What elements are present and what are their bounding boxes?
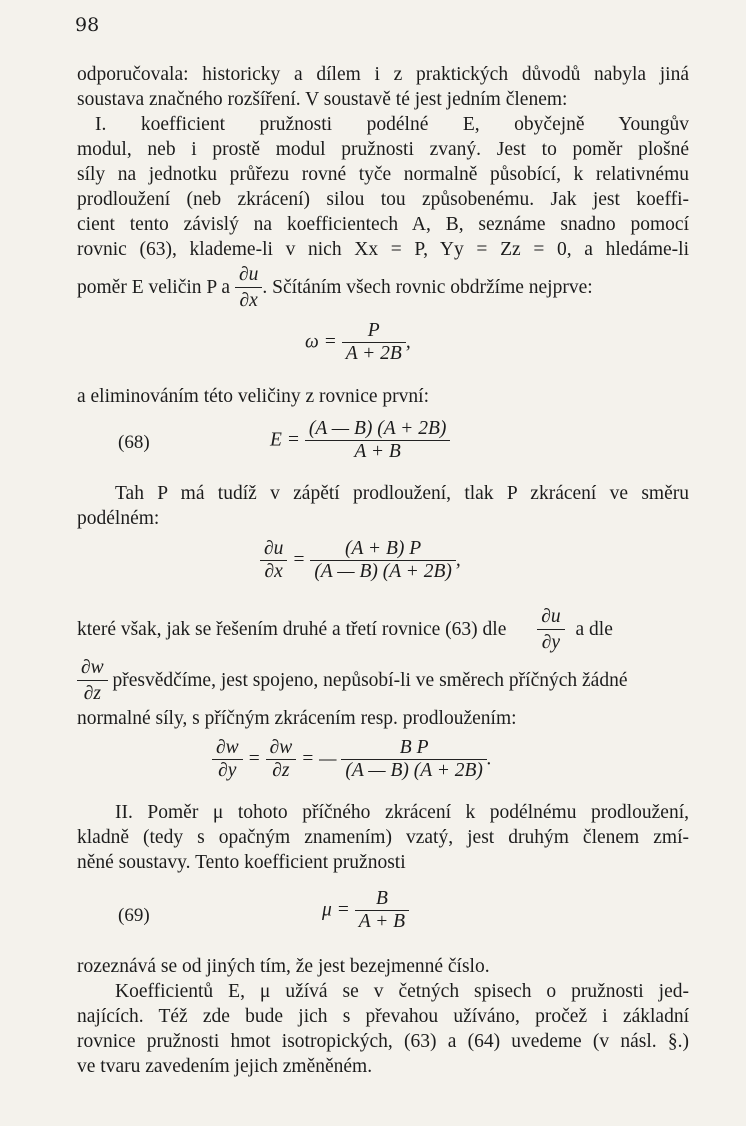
eq-punct: . [486, 748, 492, 770]
fraction-numerator: P [342, 320, 406, 343]
text-line: podélném: [77, 508, 160, 529]
eq-sign: = — [301, 748, 337, 770]
equation-68 [270, 418, 450, 463]
paragraph-final [77, 954, 689, 1079]
equation-69 [322, 888, 409, 933]
line-kterevsak [77, 604, 689, 654]
fraction-denominator: (A — B) (A + 2B) [314, 561, 452, 582]
omega-fraction [342, 320, 406, 365]
fraction-denominator: ∂z [83, 683, 101, 704]
text-line: odporučovala: historicky a dílem i z praktických důvodů nabyla jiná [77, 64, 689, 85]
fraction-numerator: B P [341, 737, 487, 760]
omega-equation [305, 320, 411, 365]
fraction-denominator: A + B [354, 441, 401, 462]
fraction-numerator: (A + B) P [310, 538, 456, 561]
text-line: Tah P má tudíž v zápětí prodloužení, tlak P zkrácení ve směru [115, 483, 689, 504]
text-line: I. koefficient pružnosti podélné E, obyčejně Youngův [95, 114, 689, 135]
text-line: něné soustavy. Tento koefficient pružnosti [77, 852, 406, 873]
eq68-fraction [305, 418, 451, 463]
page-number: 98 [75, 14, 100, 36]
text-segment: přesvědčíme, jest spojeno, nepůsobí-li ve směrech příčných žádné [112, 670, 628, 691]
du-dy-fraction [537, 604, 564, 655]
fraction-numerator: ∂u [537, 604, 564, 630]
elim-line [77, 384, 689, 409]
equation-label-69: (69) [118, 905, 150, 926]
text-line: rozeznává se od jiných tím, že jest bezejmenné číslo. [77, 956, 490, 977]
line-normalne [77, 706, 689, 731]
ratio-line [77, 262, 689, 314]
fraction-numerator: ∂u [235, 262, 262, 288]
paragraph-tah [77, 481, 689, 531]
dw-dz-fraction [77, 655, 108, 706]
equation-label-68: (68) [118, 432, 150, 453]
text-line: rovnic (63), klademe-li v nich Xx = P, Yy = Zz = 0, a hledáme-li [77, 239, 689, 260]
lhs-fraction [260, 538, 287, 583]
fraction-denominator: A + B [358, 911, 406, 932]
du-dx-equation [260, 538, 461, 583]
fraction-numerator: (A — B) (A + 2B) [305, 418, 451, 441]
dw-dy-fraction [212, 737, 243, 782]
text-line: soustava značného rozšíření. V soustavě té jest jedním členem: [77, 89, 568, 110]
text-segment: a dle [575, 619, 613, 640]
text-line: modul, neb i prostě modul pružnosti zvaný. Jest to poměr plošné [77, 139, 689, 160]
rhs-fraction [341, 737, 487, 782]
text-line: a eliminováním této veličiny z rovnice první: [77, 386, 429, 407]
paragraph-intro [77, 62, 689, 262]
paragraph-II [77, 800, 689, 875]
ratio-text-before: poměr E veličin P a [77, 277, 231, 298]
fraction-denominator: ∂x [239, 290, 258, 311]
eq-punct: , [455, 549, 461, 571]
fraction-denominator: A + 2B [345, 343, 402, 364]
fraction-numerator: ∂w [77, 655, 108, 681]
line-presvedcime [77, 655, 689, 705]
fraction-numerator: B [355, 888, 409, 911]
eq-lhs: E = [270, 429, 300, 451]
dw-dz-fraction [266, 737, 297, 782]
du-dx-fraction [235, 262, 262, 313]
fraction-numerator: ∂w [266, 737, 297, 760]
text-line: Koefficientů E, μ užívá se v četných spisech o pružnosti jed- [115, 981, 689, 1002]
text-line: cient tento závislý na koefficientech A, B, seznáme snadno pomocí [77, 214, 689, 235]
text-line: najících. Též zde bude jich s převahou užíváno, pročež i základní [77, 1006, 689, 1027]
fraction-denominator: ∂x [264, 561, 283, 582]
text-line: ve tvaru zavedením jejich změněném. [77, 1056, 373, 1077]
rhs-fraction [310, 538, 456, 583]
fraction-denominator: ∂z [272, 760, 290, 781]
fraction-denominator: ∂y [218, 760, 237, 781]
eq-sign: = [247, 748, 261, 770]
eq69-fraction [355, 888, 409, 933]
text-line: II. Poměr μ tohoto příčného zkrácení k podélnému prodloužení, [115, 802, 689, 823]
text-line: normalné síly, s příčným zkrácením resp. prodloužením: [77, 708, 517, 729]
fraction-numerator: ∂w [212, 737, 243, 760]
fraction-denominator: (A — B) (A + 2B) [345, 760, 483, 781]
eq-sign: = [292, 549, 306, 571]
fraction-numerator: ∂u [260, 538, 287, 561]
text-segment: které však, jak se řešením druhé a třetí rovnice (63) dle [77, 619, 507, 640]
dw-equation [212, 737, 492, 782]
text-line: kladně (tedy s opačným znamením) vzatý, jest druhým členem zmí- [77, 827, 689, 848]
eq-lhs: ω = [305, 331, 337, 353]
text-line: síly na jednotku průřezu rovné tyče normalně působící, k relativnému [77, 164, 689, 185]
text-line: rovnice pružnosti hmot isotropických, (63) a (64) uvedeme (v násl. §.) [77, 1031, 689, 1052]
text-line: prodloužení (neb zkrácení) silou tou způsobenému. Jak jest koeffi- [77, 189, 689, 210]
ratio-text-after: . Sčítáním všech rovnic obdržíme nejprve: [262, 277, 593, 298]
eq-punct: , [405, 331, 411, 353]
eq-lhs: μ = [322, 899, 350, 921]
fraction-denominator: ∂y [541, 632, 561, 653]
